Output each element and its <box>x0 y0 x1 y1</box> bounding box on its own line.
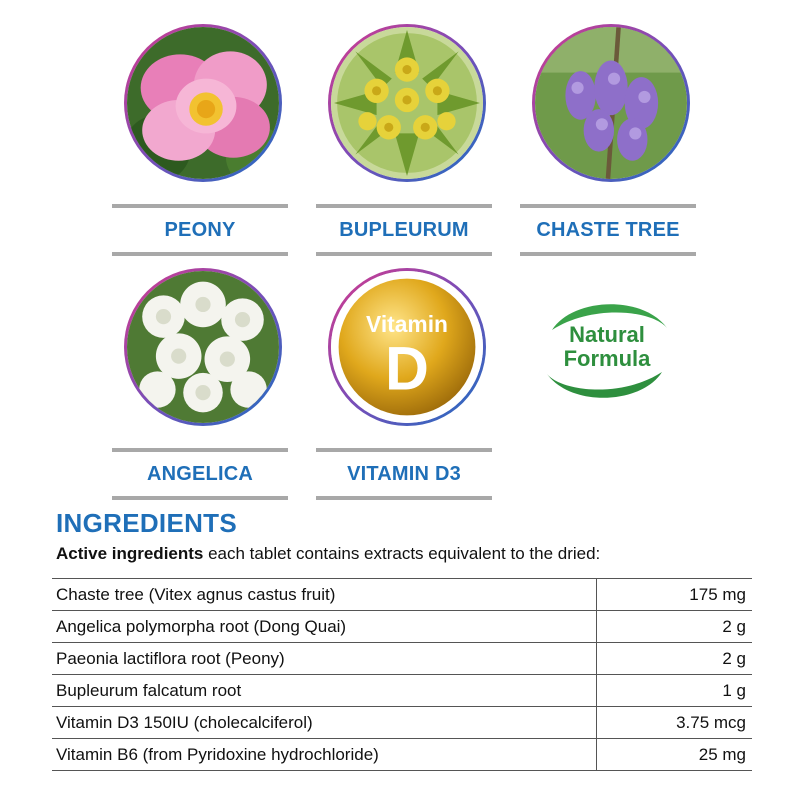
peony-label: PEONY <box>164 218 236 241</box>
peony-image-circle <box>124 24 282 182</box>
vitamin-d3-label-box <box>316 448 492 500</box>
angelica-label: ANGELICA <box>146 462 254 485</box>
ingredients-subtitle-bold: Active ingredients <box>56 544 204 563</box>
ingredient-amount: 3.75 mcg <box>597 707 753 739</box>
ingredient-amount: 175 mg <box>597 579 753 611</box>
ingredient-name: Paeonia lactiflora root (Peony) <box>52 643 597 675</box>
angelica-image-circle <box>124 268 282 426</box>
bupleurum-flower-image <box>331 27 483 179</box>
ingredient-amount: 25 mg <box>597 739 753 771</box>
vitamin-d-badge-image <box>331 271 483 423</box>
table-row <box>52 611 752 643</box>
table-row <box>52 675 752 707</box>
chaste-tree-label: CHASTE TREE <box>536 218 680 241</box>
chaste-tree-label-box <box>520 204 696 256</box>
table-row <box>52 643 752 675</box>
natural-formula-line1: Natural <box>569 322 645 347</box>
ingredient-name: Chaste tree (Vitex agnus castus fruit) <box>52 579 597 611</box>
ingredient-name: Bupleurum falcatum root <box>52 675 597 707</box>
bupleurum-label-box <box>316 204 492 256</box>
ingredient-amount: 2 g <box>597 611 753 643</box>
ingredients-subtitle-rest: each tablet contains extracts equivalent to the dried: <box>203 544 601 563</box>
vitamin-d3-label: VITAMIN D3 <box>347 462 461 485</box>
natural-formula-logo <box>532 290 682 410</box>
vitamin-d3-image-circle <box>328 268 486 426</box>
ingredients-subtitle <box>56 544 600 564</box>
ingredient-amount: 2 g <box>597 643 753 675</box>
bupleurum-image-circle <box>328 24 486 182</box>
table-row <box>52 739 752 771</box>
ingredient-amount: 1 g <box>597 675 753 707</box>
angelica-label-box <box>112 448 288 500</box>
vitamin-badge-letter: D <box>385 334 429 403</box>
ingredients-table <box>52 578 752 771</box>
chaste-tree-image-circle <box>532 24 690 182</box>
table-row <box>52 579 752 611</box>
angelica-flower-image <box>127 271 279 423</box>
table-row <box>52 707 752 739</box>
ingredients-heading: INGREDIENTS <box>56 508 237 538</box>
vitamin-badge-word: Vitamin <box>366 310 448 337</box>
bupleurum-label: BUPLEURUM <box>339 218 469 241</box>
ingredient-name: Vitamin B6 (from Pyridoxine hydrochloride) <box>52 739 597 771</box>
ingredient-name: Angelica polymorpha root (Dong Quai) <box>52 611 597 643</box>
chaste-tree-flower-image <box>535 27 687 179</box>
peony-label-box <box>112 204 288 256</box>
ingredient-name: Vitamin D3 150IU (cholecalciferol) <box>52 707 597 739</box>
peony-flower-image <box>127 27 279 179</box>
natural-formula-line2: Formula <box>563 346 651 371</box>
